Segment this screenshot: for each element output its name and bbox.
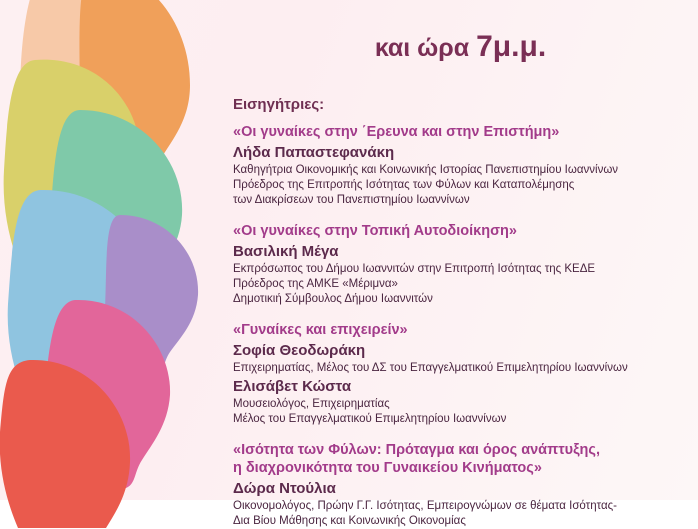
speaker-name: Λήδα Παπαστεφανάκη: [233, 144, 395, 161]
topic-title: «Γυναίκες και επιχειρείν»: [233, 322, 408, 338]
topic-title: «Οι γυναίκες στην Τοπική Αυτοδιοίκηση»: [233, 223, 517, 239]
speaker-block: [233, 441, 688, 529]
speaker-block: [233, 222, 688, 307]
topic-title: [233, 441, 688, 477]
speaker-description-line: Καθηγήτρια Οικονομικής και Κοινωνικής Ιστορίας Πανεπιστημίου Ιωαννίνων: [233, 164, 619, 176]
speaker-name: Δώρα Ντούλια: [233, 480, 336, 497]
speaker-description-line: Πρόεδρος της ΑΜΚΕ «Μέριμνα»: [233, 278, 398, 290]
speaker-name: Σοφία Θεοδωράκη: [233, 342, 366, 359]
poster-text-column: [233, 0, 688, 527]
speaker-name: Βασιλική Μέγα: [233, 243, 339, 260]
poster-headline: [233, 0, 688, 64]
topic-title: «Οι γυναίκες στην ΄Ερευνα και στην Επιστήμη»: [233, 124, 560, 140]
column-divider: [228, 0, 229, 500]
speaker-description-line: Επιχειρηματίας, Μέλος του ΔΣ του Επαγγελματικού Επιμελητηρίου Ιωαννίνων: [233, 362, 628, 374]
speaker-block: [233, 123, 688, 208]
speaker-description: [233, 361, 688, 376]
speaker-description: [233, 499, 688, 529]
speaker-description-line: των Διακρίσεων του Πανεπιστημίου Ιωαννίνων: [233, 194, 470, 206]
speaker-description-line: Μουσειολόγος, Επιχειρηματίας: [233, 398, 390, 410]
woman-profile-silhouettes-icon: [0, 0, 235, 500]
topic-title-line: η διαχρονικότητα του Γυναικείου Κινήματος»: [233, 460, 542, 476]
speaker-description: [233, 262, 688, 307]
speaker-name: Ελισάβετ Κώστα: [233, 378, 352, 395]
headline-time-prefix: και ώρα: [374, 34, 477, 62]
speaker-description-line: Οικονομολόγος, Πρώην Γ.Γ. Ισότητας, Εμπειρογνώμων σε θέματα Ισότητας-: [233, 500, 618, 512]
headline-line-1: [233, 0, 688, 22]
speaker-description-line: Μέλος του Επαγγελματικού Επιμελητηρίου Ιωαννίνων: [233, 413, 507, 425]
speaker-description-line: Δημοτικιή Σύμβουλος Δήμου Ιωαννιτών: [233, 293, 433, 305]
speaker-description-line: Πρόεδρος της Επιτροπής Ισότητας των Φύλων και Καταπολέμησης: [233, 179, 575, 191]
speaker-block: [233, 321, 688, 427]
speaker-description: [233, 163, 688, 208]
headline-line-2: [233, 30, 688, 64]
speaker-description: [233, 397, 688, 427]
topic-title-line: «Ισότητα των Φύλων: Πρόταγμα και όρος ανάπτυξης,: [233, 442, 600, 458]
headline-time-value: 7μ.μ.: [476, 30, 547, 63]
speakers-label: Εισηγήτριες:: [233, 96, 325, 113]
speaker-description-line: Δια Βίου Μάθησης και Κοινωνικής Οικονομίας: [233, 515, 466, 527]
speaker-description-line: Εκπρόσωπος του Δήμου Ιωαννιτών στην Επιτροπή Ισότητας της ΚΕΔΕ: [233, 263, 596, 275]
